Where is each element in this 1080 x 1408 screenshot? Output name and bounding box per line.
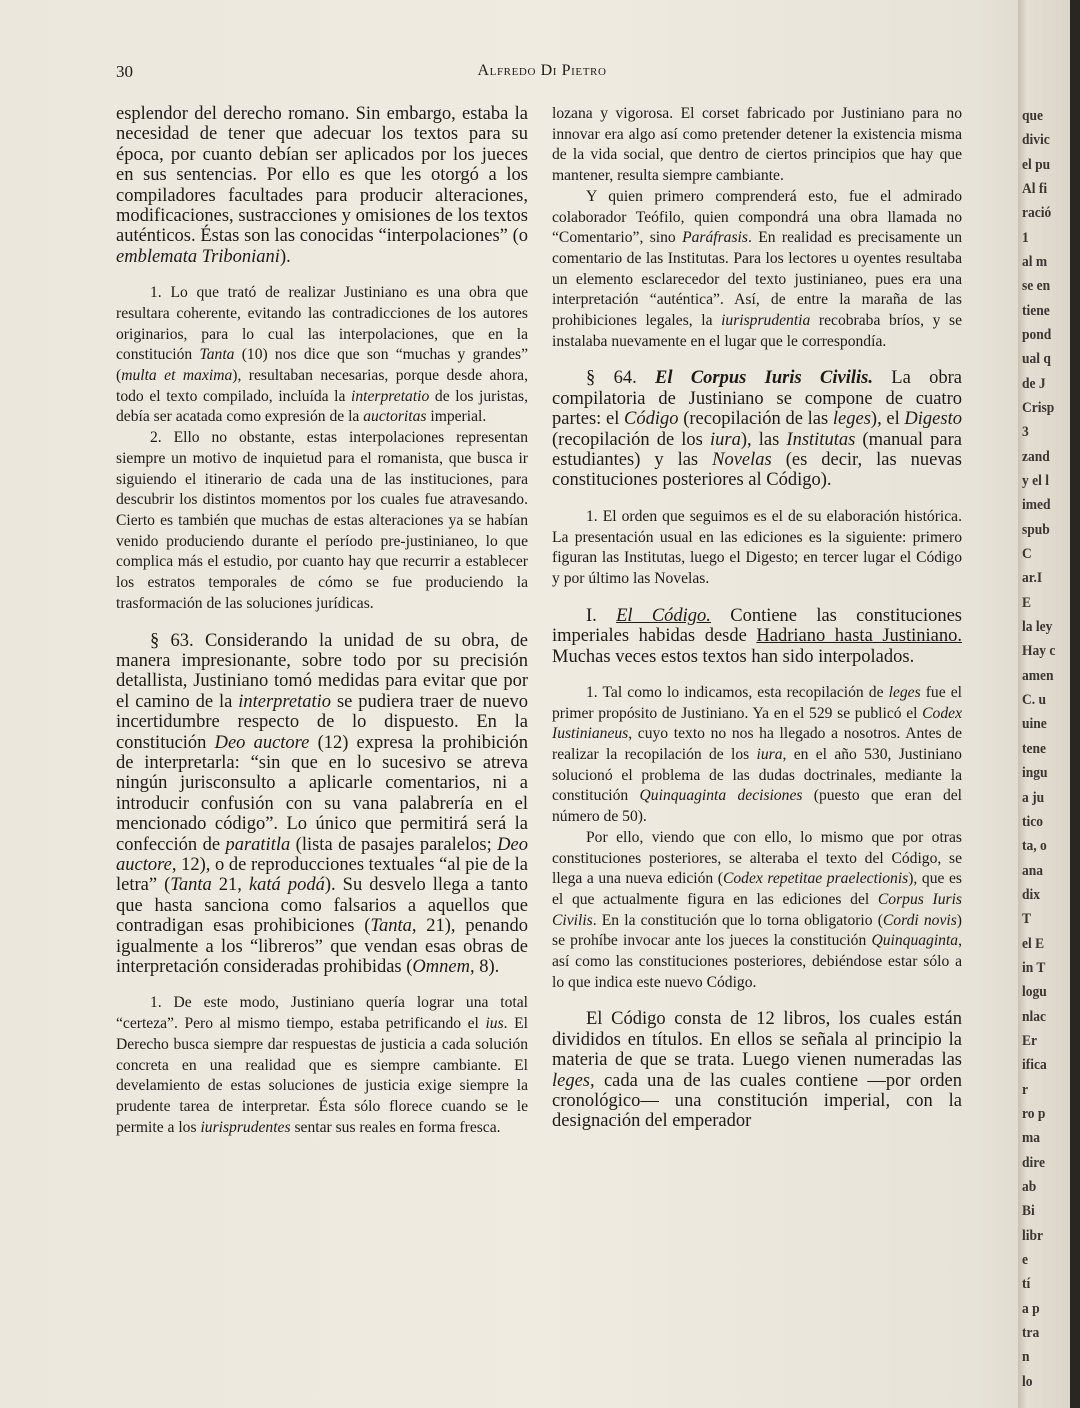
facing-page-fragment: que (1022, 108, 1044, 124)
facing-page-fragment: E (1022, 595, 1032, 611)
facing-page-fragment: r (1022, 1082, 1029, 1098)
paragraph-intro: esplendor del derecho romano. Sin embargo, estaba la necesidad de tener que adecuar los textos para su época, por cuanto debían ser aplicados por los jueces en sus sentencias. Por ello es que les otorgó a los compiladores facultades para producir alteraciones, modificaciones, sustracciones y omisiones de los textos auténticos. Éstas son las conocidas “interpolaciones” (o emblemata Triboniani). (116, 104, 528, 267)
section-64: § 64. El Corpus Iuris Civilis. La obra compilatoria de Justiniano se compone de cuatro partes: el Código (recopilación de las leges), el Digesto (recopilación de los iura), las Institutas (manual para estudiantes) y las Novelas (es decir, las nuevas constituciones posteriores al Código). (552, 368, 963, 491)
facing-page-fragment: ar.I (1022, 570, 1043, 586)
facing-page-fragment: uine (1022, 716, 1047, 732)
facing-page-fragment: ab (1022, 1179, 1037, 1195)
facing-page-fragment: C. u (1022, 692, 1047, 708)
facing-page-fragment: y el l (1022, 473, 1049, 489)
note-63-2: Y quien primero comprenderá esto, fue el admirado colaborador Teófilo, quien compondrá una obra llamada no “Comentario”, sino Paráfrasis. En realidad es precisamente un comentario de las Institutas. Para los lectores u oyentes resultaba un elemento esclarecedor del texto justinianeo, pues era una interpretación “auténtica”. Así, de entre la maraña de las prohibiciones legales, la iurisprudentia recobraba bríos, y se instalaba nuevamente en el lugar que le correspondía. (552, 187, 962, 350)
facing-page-fragment: dix (1022, 887, 1041, 903)
note-63-1: 1. De este modo, Justiniano quería lograr una total “certeza”. Pero al mismo tiempo, estaba petrificando el ius. El Derecho busca siempre dar respuestas de justicia a cada solución concreta en una realidad que es siempre cambiante. El develamiento de estas soluciones de justicia exige siempre la prudente tarea de interpretar. Ésta sólo florece cuando se le permite a los iurisprudentes sentar sus reales en forma fresca. (116, 994, 528, 1136)
facing-page-fragment: Er (1022, 1033, 1038, 1049)
facing-page-edge (1018, 0, 1080, 1408)
facing-page-fragment: in T (1022, 960, 1046, 976)
facing-page-fragment: Al fi (1022, 181, 1048, 197)
facing-page-fragment: Crisp (1022, 400, 1055, 416)
facing-page-fragment: divic (1022, 132, 1050, 148)
facing-page-fragment: ració (1022, 205, 1052, 221)
facing-page-fragment: ro p (1022, 1106, 1046, 1122)
facing-page-fragment: e (1022, 1252, 1029, 1268)
facing-page-fragment: lo (1022, 1374, 1033, 1390)
facing-page-fragment: tico (1022, 814, 1043, 830)
facing-page-fragment: ana (1022, 863, 1044, 879)
facing-page-fragment: C (1022, 546, 1032, 562)
facing-page-fragment: tene (1022, 741, 1046, 757)
note-codigo-2: Por ello, viendo que con ello, lo mismo que por otras constituciones posteriores, se alteraba el texto del Código, se llega a una nueva edición (Codex repetitae praelectionis), que es el que actualmente figura en las ediciones del Corpus Iuris Civilis. En la constitución que lo torna obligatorio (Cordi novis) se prohíbe invocar ante los jueces la constitución Quinquaginta, así como las constituciones posteriores, debiéndose estar sólo a lo que indica este nuevo Código. (552, 828, 962, 991)
facing-page-fragment: se en (1022, 278, 1051, 294)
note-62-2: 2. Ello no obstante, estas interpolaciones representan siempre un motivo de inquietud para el romanista, que busca ir siguiendo el itinerario de cada una de las instituciones, para descubrir los distintos momentos por los cuales fue atravesando. Cierto es también que muchas de estas alteraciones ya se habían venido produciendo durante el período pre-justinianeo, lo que complica más el estudio, por cuanto hay que recurrir a establecer los estratos temporales de cómo se fue produciendo la trasformación de las soluciones jurídicas. (116, 429, 528, 612)
note-64-1: 1. El orden que seguimos es el de su elaboración histórica. La presentación usual en las ediciones es la siguiente: primero figuran las Institutas, luego el Digesto; en tercer lugar el Código y por último las Novelas. (552, 507, 962, 587)
left-column (116, 104, 528, 1138)
right-column (552, 104, 962, 1132)
facing-page-fragment: de J (1022, 376, 1046, 392)
subsection-codigo: I. El Código. Contiene las constituciones imperiales habidas desde Hadriano hasta Justiniano. Muchas veces estos textos han sido interpolados. (552, 605, 963, 667)
facing-page-fragment: nlac (1022, 1009, 1047, 1025)
section-64-title: El Corpus Iuris Civilis. (655, 368, 873, 389)
paragraph-codigo-structure: El Código consta de 12 libros, los cuales están divididos en títulos. En ellos se señala al principio la materia de que se trata. Luego vienen numeradas las leges, cada una de las cuales contiene —por orden cronológico— una constitución imperial, con la designación del emperador (552, 1009, 962, 1132)
note-63-1-continued: lozana y vigorosa. El corset fabricado por Justiniano para no innovar era algo así como pretender detener la existencia misma de la vida social, que dentro de ciertos principios que hay que mantener, resulta siempre cambiante. (552, 105, 962, 185)
facing-page-fragment: spub (1022, 522, 1050, 538)
facing-page-fragment: el E (1022, 936, 1045, 952)
subsection-codigo-title: El Código. (616, 605, 711, 626)
section-63: § 63. Considerando la unidad de su obra, de manera impresionante, sobre todo por su precisión detallista, Justiniano tomó medidas para evitar que por el camino de la interpretatio se pudiera traer de nuevo incertidumbre respecto de lo dispuesto. En la constitución Deo auctore (12) expresa la prohibición de interpretarla: “sin que en lo sucesivo se atreva ningún jurisconsulto a aplicarle comentarios, ni a introducir confusión con su vana palabrería en el mencionado código”. Lo único que permitirá será la confección de paratitla (lista de pasajes paralelos; Deo auctore, 12), o de reproducciones textuales “al pie de la letra” (Tanta 21, katá podá). Su desvelo llega a tanto que hasta sanciona como falsarios a aquellos que contradigan esas prohibiciones (Tanta, 21), penando igualmente a los “libreros” que vendan esas obras de interpretación consideradas prohibidas (Omnem, 8). (116, 630, 528, 977)
facing-page-fragment: n (1022, 1349, 1030, 1365)
running-head: Alfredo Di Pietro (477, 62, 607, 79)
facing-page-fragment: 1 (1022, 230, 1029, 246)
note-codigo-1: 1. Tal como lo indicamos, esta recopilación de leges fue el primer propósito de Justiniano. Ya en el 529 se publicó el Codex Iustinianeus, cuyo texto no nos ha llegado a nosotros. Antes de realizar la recopilación de los iura, en el año 530, Justiniano solucionó el problema de las dudas doctrinales, mediante la constitución Quinquaginta decisiones (puesto que eran del número de 50). (552, 683, 962, 826)
facing-page-fragment: libr (1022, 1228, 1044, 1244)
facing-page-fragment: la ley (1022, 619, 1053, 635)
facing-page-fragment: dire (1022, 1155, 1046, 1171)
facing-page-fragment: amen (1022, 668, 1054, 684)
facing-page-fragment: ifica (1022, 1057, 1047, 1073)
facing-page-fragment: ual q (1022, 351, 1051, 367)
facing-page-fragment: Hay c (1022, 643, 1056, 659)
facing-page-fragment: tiene (1022, 303, 1050, 319)
facing-page-fragment: a ju (1022, 790, 1045, 806)
facing-page-fragment: 3 (1022, 424, 1029, 440)
facing-page-fragment: ingu (1022, 765, 1048, 781)
facing-page-fragment: logu (1022, 984, 1047, 1000)
facing-page-fragment: al m (1022, 254, 1048, 270)
facing-page-fragment: Bi (1022, 1203, 1035, 1219)
facing-page-fragment: tra (1022, 1325, 1040, 1341)
facing-page-fragment: pond (1022, 327, 1052, 343)
page-number: 30 (116, 62, 133, 81)
facing-page-fragment: ma (1022, 1130, 1040, 1146)
facing-page-fragment: zand (1022, 449, 1050, 465)
page-header (112, 62, 972, 88)
facing-page-fragment: imed (1022, 497, 1051, 513)
facing-page-fragment: T (1022, 911, 1032, 927)
facing-page-fragment: ta, o (1022, 838, 1047, 854)
facing-page-fragment: tí (1022, 1276, 1031, 1292)
facing-page-fragment: a p (1022, 1301, 1040, 1317)
facing-page-fragment: el pu (1022, 157, 1051, 173)
note-62-1: 1. Lo que trató de realizar Justiniano es una obra que resultara coherente, evitando las contradicciones de los autores originarios, para lo cual las interpolaciones, que en la constitución Tanta (10) nos dice que son “muchas y grandes” (multa et maxima), resultaban necesarias, porque desde ahora, todo el texto compilado, incluída la interpretatio de los juristas, debía ser acatada como expresión de la auctoritas imperial. (116, 284, 529, 426)
